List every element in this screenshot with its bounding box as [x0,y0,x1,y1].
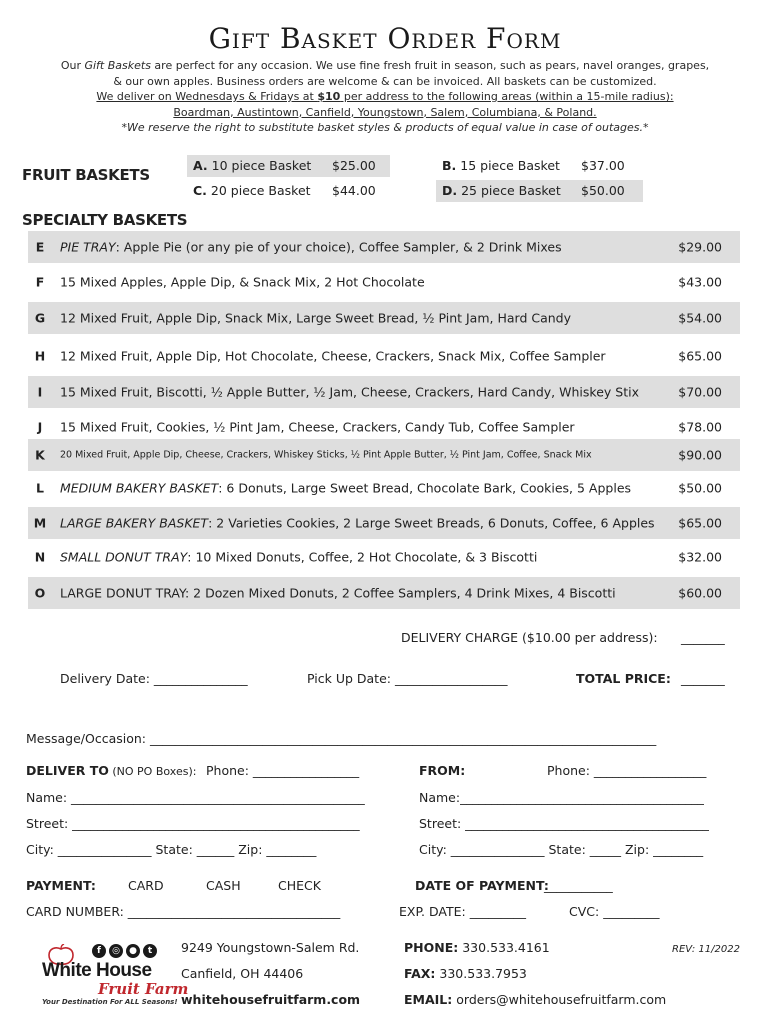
tripadvisor-icon[interactable]: ● [126,944,140,958]
specialty-row[interactable] [28,231,740,263]
basket-letter: A. [193,158,208,173]
specialty-description [60,586,616,601]
specialty-description [60,275,425,290]
specialty-name: LARGE BAKERY BASKET [60,515,209,531]
specialty-letter: I [37,384,43,400]
basket-price: $44.00 [332,183,376,198]
specialty-description [60,481,631,496]
date-of-payment-field[interactable]: ___________ [544,878,613,893]
fruit-basket-option[interactable] [187,180,390,202]
specialty-letter: K [35,447,45,463]
intro-line: Our [60,59,85,72]
specialty-row[interactable] [28,302,740,334]
phone-number[interactable]: 330.533.4161 [462,940,550,955]
specialty-price: $54.00 [678,310,722,326]
fax-label: FAX: [404,966,436,981]
email-label: EMAIL: [404,992,453,1007]
fax-number: 330.533.7953 [439,966,527,981]
specialty-contents: : 2 Varieties Cookies, 2 Large Sweet Breads, 6 Donuts, Coffee, 6 Apples [208,515,655,531]
fruit-basket-option[interactable] [187,155,390,177]
instagram-icon[interactable]: ◎ [109,944,123,958]
logo-main-text: White House [42,960,152,981]
specialty-letter: L [36,480,44,496]
specialty-description [60,420,575,435]
specialty-name: MEDIUM BAKERY BASKET [60,480,219,496]
specialty-contents: 20 Mixed Fruit, Apple Dip, Cheese, Crackers, Whiskey Sticks, ½ Pint Apple Butter, ½ Pint Jam, Coffee, Snack Mix [60,449,592,461]
delivery-charge-field[interactable]: _______ [681,630,725,645]
specialty-contents: 15 Mixed Fruit, Cookies, ½ Pint Jam, Cheese, Crackers, Candy Tub, Coffee Sampler [60,419,575,435]
payment-card-option[interactable]: CARD [128,878,164,893]
specialty-letter: H [34,348,46,364]
basket-label: 20 piece Basket [210,183,311,198]
payment-cash-option[interactable]: CASH [206,878,241,893]
specialty-row[interactable] [28,376,740,408]
specialty-letter: O [34,585,46,601]
deliver-to-label: DELIVER TO [26,763,109,778]
payment-label: PAYMENT: [26,878,96,893]
specialty-price: $65.00 [678,348,722,364]
specialty-row[interactable] [28,472,740,504]
specialty-description [60,516,655,531]
message-field[interactable]: Message/Occasion: _________________________________________________________________________________ [26,731,657,746]
fruit-basket-option[interactable] [436,155,643,177]
specialty-price: $32.00 [678,549,722,565]
specialty-contents: 12 Mixed Fruit, Apple Dip, Hot Chocolate, Cheese, Crackers, Snack Mix, Coffee Sampler [60,348,606,364]
specialty-description [60,311,571,326]
specialty-price: $29.00 [678,239,722,255]
basket-price: $25.00 [332,158,376,173]
specialty-letter: G [34,310,46,326]
deliver-city-field[interactable]: City: _______________ State: ______ Zip: ________ [26,842,317,857]
delivery-date-field[interactable]: Delivery Date: _______________ [60,671,248,686]
date-of-payment-label: DATE OF PAYMENT: [415,878,549,893]
twitter-icon[interactable]: t [143,944,157,958]
specialty-row[interactable] [28,577,740,609]
page-title: Gift Basket Order Form [208,22,562,55]
social-icons [92,944,157,958]
basket-label: 25 piece Basket [461,183,561,198]
logo-tagline: Your Destination For ALL Seasons! [42,998,178,1006]
facebook-icon[interactable]: f [92,944,106,958]
specialty-contents: 12 Mixed Fruit, Apple Dip, Snack Mix, Large Sweet Bread, ½ Pint Jam, Hard Candy [60,310,571,326]
from-label: FROM: [419,763,466,778]
from-phone-field[interactable]: Phone: __________________ [547,763,707,778]
delivery-areas: Boardman, Austintown, Canfield, Youngstown, Salem, Columbiana, & Poland. [173,105,597,119]
total-price-field[interactable]: _______ [681,671,725,686]
substitution-note: *We reserve the right to substitute basket styles & products of equal value in case of outages.* [121,121,649,134]
delivery-fee: $10 [317,90,341,103]
delivery-charge-label: DELIVERY CHARGE ($10.00 per address): [401,630,658,645]
intro-line: are perfect for any occasion. We use fine fresh fruit in season, such as pears, navel oranges, grapes, [150,59,710,72]
specialty-description [60,450,592,461]
specialty-letter: F [35,274,45,290]
specialty-contents: : Apple Pie (or any pie of your choice), Coffee Sampler, & 2 Drink Mixes [115,239,562,255]
basket-letter: B. [442,158,457,173]
deliver-to-note: (NO PO Boxes): [108,765,197,778]
specialty-letter: J [37,419,43,435]
address-line2: Canfield, OH 44406 [181,966,304,981]
specialty-baskets-heading: SPECIALTY BASKETS [22,211,188,229]
specialty-contents: : 10 Mixed Donuts, Coffee, 2 Hot Chocolate, & 3 Biscotti [187,549,538,565]
revision-note: REV: 11/2022 [672,944,740,955]
specialty-letter: M [33,515,47,531]
fruit-baskets-heading: FRUIT BASKETS [22,166,150,184]
intro-line: & our own apples. Business orders are welcome & can be invoiced. All baskets can be customized. [113,74,657,88]
specialty-row[interactable] [28,439,740,471]
specialty-row[interactable] [28,340,740,372]
specialty-letter: N [34,549,46,565]
cvc-field[interactable]: CVC: _________ [569,904,660,919]
basket-price: $50.00 [581,183,625,198]
specialty-row[interactable] [28,507,740,539]
fruit-basket-option[interactable] [436,180,643,202]
intro-text [20,58,750,136]
basket-letter: C. [193,183,207,198]
email-address[interactable]: orders@whitehousefruitfarm.com [456,992,667,1007]
specialty-contents: 15 Mixed Apples, Apple Dip, & Snack Mix, 2 Hot Chocolate [60,274,425,290]
basket-price: $37.00 [581,158,625,173]
specialty-description [60,385,639,400]
basket-label: 15 piece Basket [460,158,560,173]
from-city-field[interactable]: City: _______________ State: _____ Zip: ________ [419,842,704,857]
pickup-date-field[interactable]: Pick Up Date: __________________ [307,671,508,686]
from-name-field[interactable]: Name:_______________________________________ [419,790,704,805]
website-link[interactable]: whitehousefruitfarm.com [181,992,361,1007]
basket-letter: D. [442,183,458,198]
from-street-field[interactable]: Street: _______________________________________ [419,816,709,831]
specialty-price: $78.00 [678,419,722,435]
deliver-phone-field[interactable]: Phone: _________________ [206,763,360,778]
logo-script-text: Fruit Farm [98,980,189,998]
phone-label: PHONE: [404,940,459,955]
specialty-description [60,240,562,255]
specialty-row[interactable] [28,266,740,298]
specialty-description [60,550,537,565]
specialty-price: $70.00 [678,384,722,400]
deliver-street-field[interactable]: Street: ______________________________________________ [26,816,360,831]
card-number-field[interactable]: CARD NUMBER: __________________________________ [26,904,341,919]
total-price-label: TOTAL PRICE: [576,671,671,686]
specialty-description [60,349,606,364]
address-line1: 9249 Youngstown-Salem Rd. [181,940,360,955]
delivery-info: per address to the following areas (within a 15-mile radius): [340,90,674,103]
specialty-contents: : 6 Donuts, Large Sweet Bread, Chocolate Bark, Cookies, 5 Apples [218,480,632,496]
specialty-price: $50.00 [678,480,722,496]
specialty-name: PIE TRAY [60,239,116,255]
specialty-letter: E [35,239,45,255]
specialty-name: SMALL DONUT TRAY [60,549,188,565]
specialty-price: $43.00 [678,274,722,290]
specialty-price: $90.00 [678,447,722,463]
specialty-row[interactable] [28,541,740,573]
delivery-info: We deliver on Wednesdays & Fridays at [96,90,318,103]
exp-date-field[interactable]: EXP. DATE: _________ [399,904,526,919]
payment-check-option[interactable]: CHECK [278,878,321,893]
specialty-contents: 15 Mixed Fruit, Biscotti, ½ Apple Butter, ½ Jam, Cheese, Crackers, Hard Candy, Whiskey Stix [60,384,639,400]
specialty-price: $60.00 [678,585,722,601]
specialty-contents: LARGE DONUT TRAY: 2 Dozen Mixed Donuts, 2 Coffee Samplers, 4 Drink Mixes, 4 Biscotti [60,585,616,601]
specialty-price: $65.00 [678,515,722,531]
intro-line: Gift Baskets [84,59,151,72]
basket-label: 10 piece Basket [211,158,312,173]
deliver-name-field[interactable]: Name: _______________________________________________ [26,790,365,805]
